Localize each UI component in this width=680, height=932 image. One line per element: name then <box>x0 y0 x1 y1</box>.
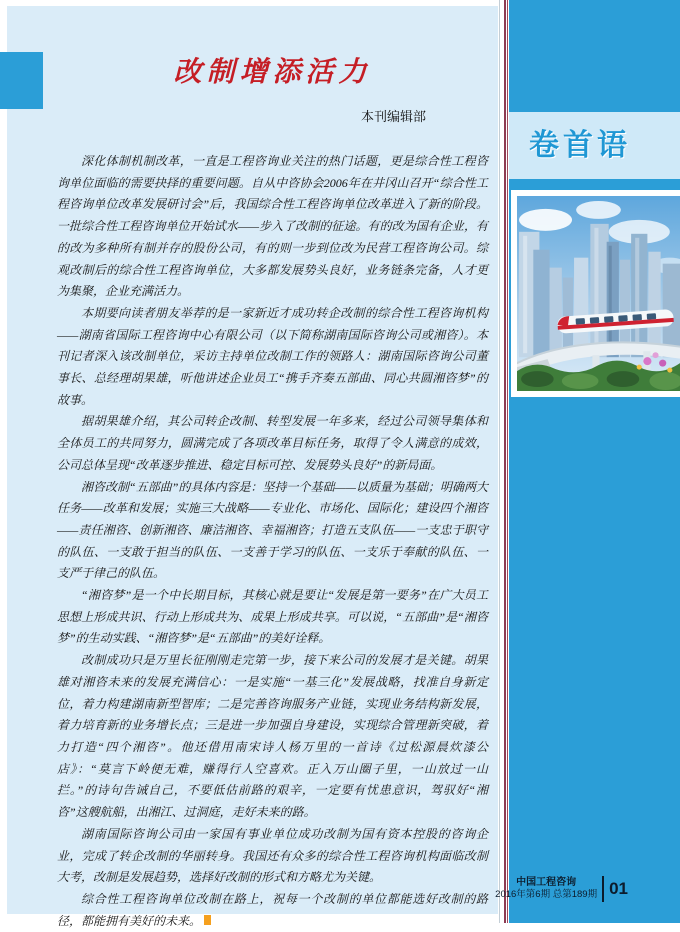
paragraph: “湘咨梦”是一个中长期目标，其核心就是要让“发展是第一要务”在广大员工思想上形成共识、行动上形成共为、成果上形成共享。可以说，“五部曲”是“湘咨梦”的生动实践、“湘咨梦”是“五部曲”的美好诠释。 <box>57 588 488 646</box>
paragraph: 湖南国际咨询公司由一家国有事业单位成功改制为国有资本控股的咨询企业，完成了转企改制的华丽转身。我国还有众多的综合性工程咨询机构面临改制大考，改制是发展趋势，选择好改制的形式和方略尤为关键。 <box>57 826 488 885</box>
paragraph: 湘咨改制“五部曲”的具体内容是：坚持一个基础——以质量为基础；明确两大任务——改革和发展；实施三大战略——专业化、市场化、国际化；建设四个湘咨——责任湘咨、创新湘咨、廉洁湘咨、幸福湘咨；打造五支队伍——一支忠于职守的队伍、一支敢于担当的队伍、一支善于学习的队伍、一支乐于奉献的队伍、一支严于律己的队伍。 <box>57 479 488 581</box>
journal-name: 中国工程咨询 <box>516 877 577 888</box>
paragraph: 据胡果雄介绍，其公司转企改制、转型发展一年多来，经过公司领导集体和全体员工的共同努力，圆满完成了各项改革目标任务，取得了令人满意的成效，公司总体呈现“改革逐步推进、稳定目标可控、发展势头良好”的新局面。 <box>57 414 488 472</box>
article-end-icon <box>204 915 211 925</box>
page-number-divider <box>602 876 604 902</box>
article-body <box>57 151 488 932</box>
issue-block <box>495 877 597 901</box>
city-train-photo <box>511 190 680 397</box>
sidebar <box>495 0 680 923</box>
section-band <box>509 112 680 179</box>
maroon-rule-inner <box>507 0 508 923</box>
left-accent-square <box>0 52 43 109</box>
paragraph: 本期要向读者朋友举荐的是一家新近才成功转企改制的综合性工程咨询机构——湖南省国际工程咨询中心有限公司（以下简称湖南国际咨询公司或湘咨）。本刊记者深入该改制单位，采访主持单位改制工作的领路人：湖南国际咨询公司董事长、总经理胡果雄，听他讲述企业员工“携手齐奏五部曲、同心共圆湘咨梦”的故事。 <box>57 305 488 407</box>
maroon-rule-outer <box>504 0 506 923</box>
paragraph: 深化体制机制改革，一直是工程咨询业关注的热门话题，更是综合性工程咨询单位面临的需要抉择的重要问题。自从中咨协会2006年在井冈山召开“综合性工程咨询单位改革发展研讨会”后，我国综合性工程咨询单位改革进入了新的阶段。一批综合性工程咨询单位开始试水——步入了改制的征途。有的改为国有企业，有的改为多种所有制并存的股份公司，有的则一步到位改为民营工程咨询公司。综观改制后的综合性工程咨询单位，大多都发展势头良好，业务链条完备，人才更为集聚，企业充满活力。 <box>57 154 488 299</box>
page-footer <box>470 876 628 902</box>
paragraph: 综合性工程咨询单位改制在路上，祝每一个改制的单位都能选好改制的路径，都能拥有美好的未来。 <box>57 891 488 928</box>
article-byline: 本刊编辑部 <box>360 109 426 124</box>
paragraph: 改制成功只是万里长征刚刚走完第一步，接下来公司的发展才是关键。胡果雄对湘咨未来的发展充满信心：一是实施“一基三化”发展战略，找准自身新定位，着力构建湖南新型智库；二是完善咨询服务产业链，实现业务结构新发展，着力培育新的业务增长点；三是进一步加强自身建设，实现综合管理新突破，着力打造“四个湘咨”。他还借用南宋诗人杨万里的一首诗《过松源晨炊漆公店》：“莫言下岭便无难，赚得行人空喜欢。正入万山圈子里，一山放过一山拦。”的诗句告诫自己，不要低估前路的艰辛，一定要有忧患意识，驾驭好“湘咨”这艘航船，出湘江、过洞庭，走好未来的路。 <box>57 653 488 820</box>
gap-rule <box>499 0 500 923</box>
article-content <box>57 50 488 932</box>
city-train-illustration <box>517 196 680 391</box>
section-label: 卷首语 <box>529 129 631 162</box>
page-number: 01 <box>609 879 628 898</box>
article-title: 改制增添活力 <box>173 57 372 88</box>
article-panel <box>7 6 498 928</box>
issue-info: 2016年第6期 总第189期 <box>495 889 598 900</box>
